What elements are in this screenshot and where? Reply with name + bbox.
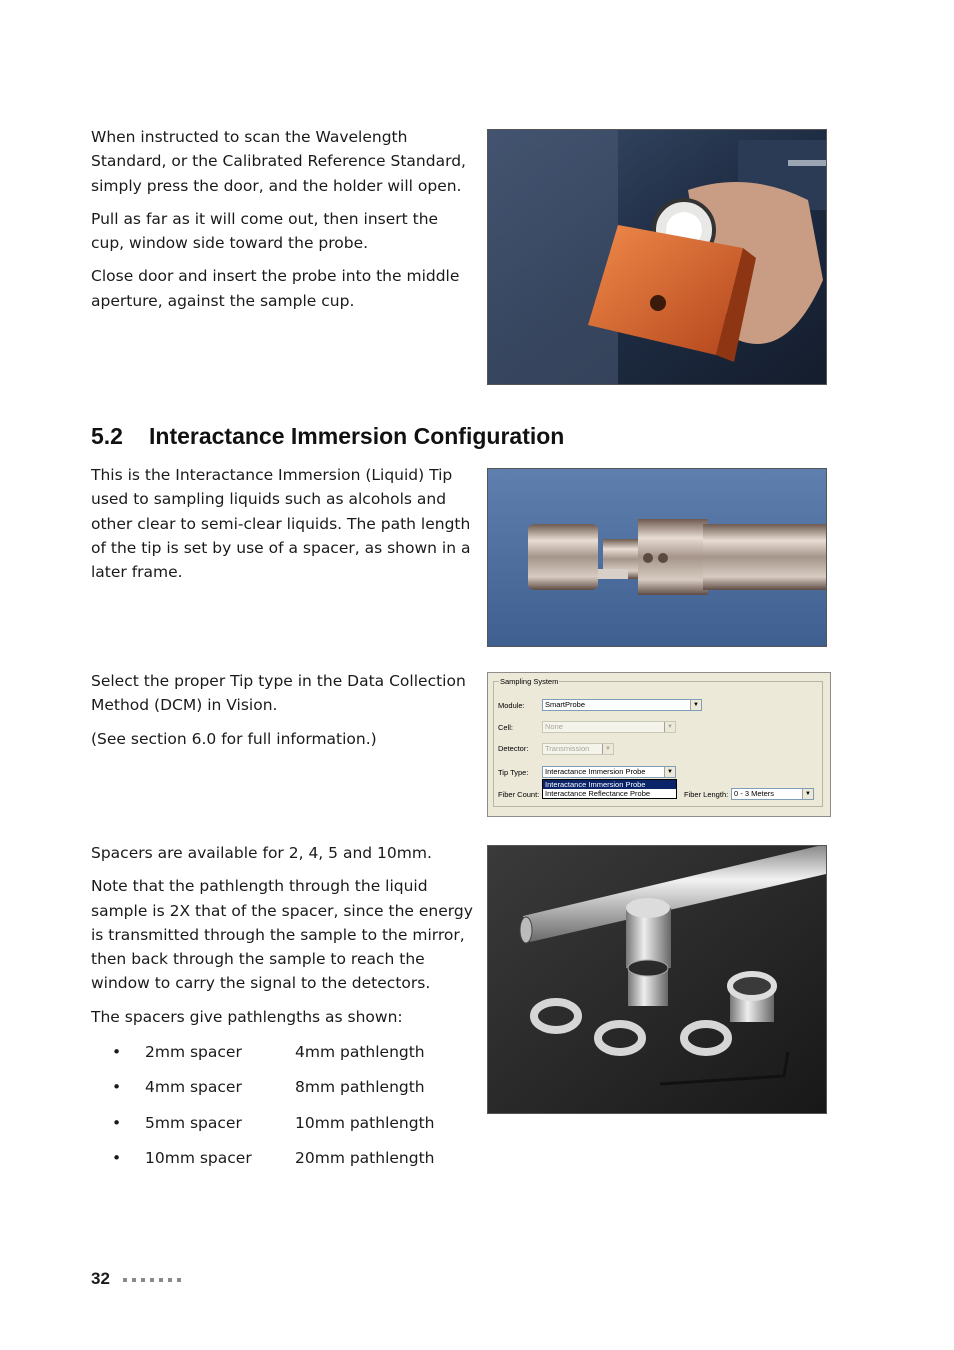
bullet: • <box>112 1148 122 1167</box>
sample-holder-image <box>488 130 826 384</box>
spacer-size: 5mm spacer <box>145 1113 242 1132</box>
fiber-length-value: 0 - 3 Meters <box>734 789 775 798</box>
group-title: Sampling System <box>500 677 559 686</box>
detector-value: Transmission <box>545 744 590 753</box>
fiber-length-label: Fiber Length: <box>684 790 729 799</box>
photo-spacers <box>487 845 827 1114</box>
bullet: • <box>112 1043 122 1061</box>
section-heading <box>91 423 564 450</box>
list-item <box>112 1146 472 1181</box>
paragraph: Pull as far as it will come out, then insert the cup, window side toward the probe. <box>91 209 439 253</box>
immersion-tip-image <box>488 469 826 646</box>
paragraph: When instructed to scan the Wavelength Standard, or the Calibrated Reference Standard, simply press the door, and the holder will open. <box>91 128 466 195</box>
fiber-count-label: Fiber Count: <box>498 790 540 799</box>
bullet: • <box>112 1113 122 1132</box>
paragraph: (See section 6.0 for full information.) <box>91 729 377 748</box>
list-item <box>112 1075 472 1110</box>
photo-immersion-tip <box>487 468 827 647</box>
paragraph: Select the proper Tip type in the Data Collection Method (DCM) in Vision. <box>91 672 466 715</box>
footer-square-icon <box>141 1278 145 1282</box>
text-block-tip-type <box>91 669 476 751</box>
cell-select <box>542 721 676 733</box>
cell-label: Cell: <box>498 723 514 732</box>
spacer-size: 4mm spacer <box>145 1078 242 1097</box>
paragraph: Note that the pathlength through the liquid sample is 2X that of the spacer, since the energy is transmitted through the sample to the mirror, then back through the sample to reach the window to carry the signal to the detectors. <box>91 877 473 993</box>
pathlength-value: 10mm pathlength <box>295 1113 435 1132</box>
section-number: 5.2 <box>91 423 123 449</box>
sampling-system-dialog <box>487 672 831 817</box>
chevron-down-icon: ▼ <box>602 744 613 754</box>
footer-square-icon <box>150 1278 154 1282</box>
module-value: SmartProbe <box>545 700 586 709</box>
module-label: Module: <box>498 701 525 710</box>
chevron-down-icon[interactable]: ▼ <box>664 767 675 777</box>
footer-square-icon <box>177 1278 181 1282</box>
spacer-size: 2mm spacer <box>145 1043 242 1061</box>
fiber-length-select[interactable] <box>731 788 814 800</box>
chevron-down-icon[interactable]: ▼ <box>802 789 813 799</box>
paragraph: The spacers give pathlengths as shown: <box>91 1007 403 1026</box>
paragraph: Close door and insert the probe into the middle aperture, against the sample cup. <box>91 267 460 310</box>
list-item <box>112 1040 472 1075</box>
module-select[interactable] <box>542 699 702 711</box>
page-number: 32 <box>91 1269 110 1288</box>
footer-square-icon <box>132 1278 136 1282</box>
tip-type-label: Tip Type: <box>498 768 529 777</box>
section-title: Interactance Immersion Configuration <box>149 423 565 449</box>
photo-sample-holder <box>487 129 827 385</box>
pathlength-list <box>112 1040 472 1181</box>
cell-value: None <box>545 722 563 731</box>
tip-type-option[interactable]: Interactance Immersion Probe <box>543 780 676 789</box>
list-item <box>112 1111 472 1146</box>
footer-square-icon <box>168 1278 172 1282</box>
text-block-holder <box>91 125 476 313</box>
footer-square-icon <box>159 1278 163 1282</box>
pathlength-value: 8mm pathlength <box>295 1078 425 1097</box>
page-footer <box>91 1269 181 1289</box>
footer-square-icon <box>123 1278 127 1282</box>
text-block-immersion-tip <box>91 463 476 584</box>
spacers-image <box>488 846 826 1113</box>
tip-type-select[interactable] <box>542 766 676 778</box>
detector-label: Detector: <box>498 744 529 753</box>
paragraph: This is the Interactance Immersion (Liquid) Tip used to sampling liquids such as alcohols and other clear to semi-clear liquids. The path length of the tip is set by use of a spacer, as shown in a later frame. <box>91 466 471 582</box>
detector-select <box>542 743 614 755</box>
tip-type-value: Interactance Immersion Probe <box>545 767 646 776</box>
tip-type-option[interactable]: Interactance Reflectance Probe <box>545 789 651 798</box>
chevron-down-icon: ▼ <box>664 722 675 732</box>
text-block-spacers <box>91 841 476 1029</box>
tip-type-dropdown-list <box>542 779 677 799</box>
bullet: • <box>112 1078 122 1097</box>
chevron-down-icon[interactable]: ▼ <box>690 700 701 710</box>
pathlength-value: 4mm pathlength <box>295 1043 425 1061</box>
pathlength-value: 20mm pathlength <box>295 1148 435 1167</box>
paragraph: Spacers are available for 2, 4, 5 and 10mm. <box>91 844 432 862</box>
spacer-size: 10mm spacer <box>145 1148 252 1167</box>
